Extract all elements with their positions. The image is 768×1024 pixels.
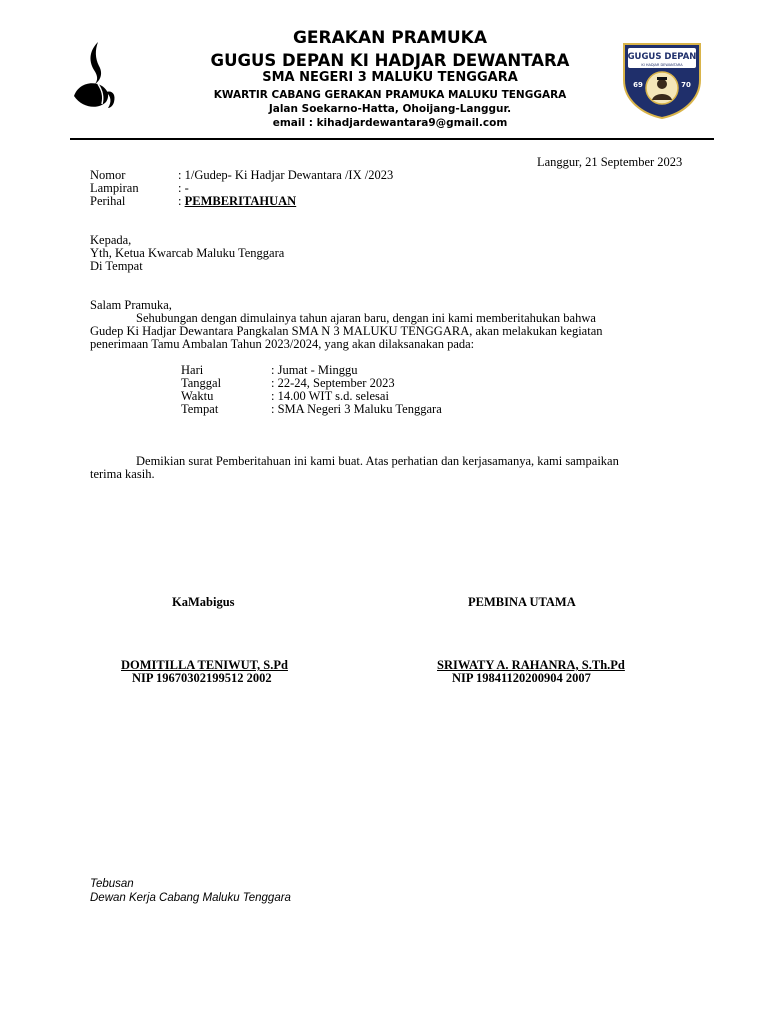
body-line-3: penerimaan Tamu Ambalan Tahun 2023/2024, yang akan dilaksanakan pada:	[90, 337, 475, 351]
badge-sub-text: KI HADJAR DEWANTARA	[641, 63, 683, 67]
meta-value-perihal	[178, 194, 296, 209]
letterhead-divider	[70, 138, 714, 140]
badge-top-text: GUGUS DEPAN	[627, 52, 697, 62]
badge-left-number: 69	[633, 81, 643, 89]
letterhead-address: Jalan Soekarno-Hatta, Ohoijang-Langgur.	[268, 103, 512, 115]
meta-perihal-prefix: :	[178, 194, 185, 208]
meta-label-perihal: Perihal	[90, 194, 126, 208]
recipient-name: Yth, Ketua Kwarcab Maluku Tenggara	[90, 246, 285, 260]
detail-label-tanggal: Tanggal	[181, 376, 222, 390]
meta-value-nomor: : 1/Gudep- Ki Hadjar Dewantara /IX /2023	[178, 168, 394, 182]
letter-date: Langgur, 21 September 2023	[537, 155, 683, 169]
detail-label-waktu: Waktu	[181, 389, 214, 403]
detail-label-hari: Hari	[181, 363, 204, 377]
meta-value-lampiran: : -	[178, 181, 189, 195]
detail-value-hari: : Jumat - Minggu	[271, 363, 358, 377]
signature-left-nip: NIP 19670302199512 2002	[132, 671, 272, 685]
meta-label-lampiran: Lampiran	[90, 181, 139, 195]
detail-value-tempat: : SMA Negeri 3 Maluku Tenggara	[271, 402, 442, 416]
tunas-kelapa-logo-icon	[68, 40, 126, 112]
closing-line-2: terima kasih.	[90, 467, 155, 481]
greeting: Salam Pramuka,	[90, 298, 172, 312]
body-line-2: Gudep Ki Hadjar Dewantara Pangkalan SMA N 3 MALUKU TENGGARA, akan melakukan kegiatan	[90, 324, 603, 338]
letterhead-gudep: GUGUS DEPAN KI HADJAR DEWANTARA	[210, 51, 570, 70]
meta-perihal-subject: PEMBERITAHUAN	[184, 194, 297, 208]
closing-line-1: Demikian surat Pemberitahuan ini kami buat. Atas perhatian dan kerjasamanya, kami sampaikan	[136, 454, 619, 468]
signature-right-title: PEMBINA UTAMA	[468, 595, 576, 609]
detail-label-tempat: Tempat	[181, 402, 219, 416]
letterhead-school: SMA NEGERI 3 MALUKU TENGGARA	[262, 70, 518, 85]
detail-value-waktu: : 14.00 WIT s.d. selesai	[271, 389, 389, 403]
cc-label: Tebusan	[90, 878, 134, 890]
letterhead-org: GERAKAN PRAMUKA	[292, 28, 488, 48]
signature-left-title: KaMabigus	[172, 595, 235, 609]
detail-value-tanggal: : 22-24, September 2023	[271, 376, 395, 390]
body-line-1: Sehubungan dengan dimulainya tahun ajaran baru, dengan ini kami memberitahukan bahwa	[136, 311, 596, 325]
recipient-kepada: Kepada,	[90, 233, 132, 247]
badge-right-number: 70	[681, 81, 691, 89]
gugus-depan-badge-icon	[616, 40, 708, 120]
signature-right-nip: NIP 19841120200904 2007	[452, 671, 591, 685]
letterhead-kwartir: KWARTIR CABANG GERAKAN PRAMUKA MALUKU TENGGARA	[213, 89, 567, 101]
recipient-place: Di Tempat	[90, 259, 143, 273]
letterhead-email: email : kihadjardewantara9@gmail.com	[272, 117, 508, 129]
signature-left-name: DOMITILLA TENIWUT, S.Pd	[121, 658, 288, 672]
meta-label-nomor: Nomor	[90, 168, 126, 182]
cc-recipient: Dewan Kerja Cabang Maluku Tenggara	[90, 892, 291, 904]
signature-right-name: SRIWATY A. RAHANRA, S.Th.Pd	[437, 658, 625, 672]
